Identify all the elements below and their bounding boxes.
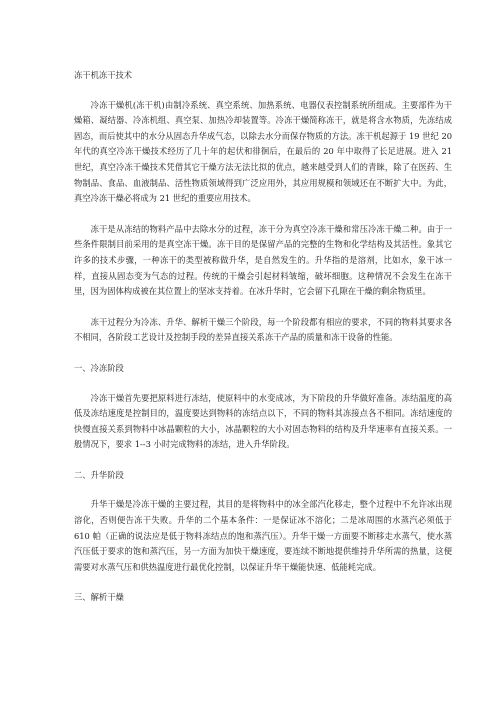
- document-title: 冻干机冻干技术: [74, 70, 133, 80]
- section-sublimation-paragraph: 升华干燥是冷冻干燥的主要过程，其目的是将物料中的冰全部汽化移走，整个过程中不允许冰出现溶化，否则便告冻干失败。升华的二个基本条件：一是保证冰不溶化；二是冰周围的水蒸汽必须低于 610 帕（正确的说法应是低于物料冻结点的饱和蒸汽压）。升华干燥一方面要不断移走水蒸气，使水蒸汽压低于要求的饱和蒸汽压，另一方面为加快干燥速度，要连续不断地提供维持升华所需的热量，这便需要对水蒸气压和供热温度进行最优化控制，以保证升华干燥能快速、低能耗完成。: [74, 499, 452, 572]
- section-heading-sublimation: 二、升华阶段: [74, 469, 124, 480]
- section-freezing-paragraph: 冷冻干燥首先要把原料进行冻结，使原料中的水变成冰，为下阶段的升华做好准备。冻结温度的高低及冻结速度是控制目的，温度要达到物料的冻结点以下，不同的物料其冻接点各不相同。冻结速度的快慢直接关系到物料中冰晶颗粒的大小，冰晶颗粒的大小对固态物料的结构及升华速率有直接关系。一般情况下，要求 1--3 小时完成物料的冻结，进入升华阶段。: [74, 392, 452, 450]
- section-heading-desorption: 三、解析干燥: [74, 592, 124, 603]
- section-heading-freezing: 一、冷冻阶段: [74, 362, 124, 373]
- intro-paragraph-3: 冻干过程分为冷冻、升华、解析干燥三个阶段，每一个阶段都有相应的要求，不同的物料其要求各不相同，各阶段工艺设计及控制手段的差异直接关系冻干产品的质量和冻干设备的性能。: [74, 316, 452, 343]
- intro-paragraph-1: 冷冻干燥机(冻干机)由制冷系统、真空系统、加热系统、电器仪表控制系统所组成。主要部件为干燥箱、凝结器、冷冻机组、真空泵、加热冷却装置等。冷冻干燥简称冻干，就是将含水物质，先冻结成固态，而后使其中的水分从固态升华成气态，以除去水分而保存物质的方法。冻干机起源于 19 世纪 20 年代的真空冷冻干燥技术经历了几十年的起伏和徘徊后，在最后的 20 年中取得了长足进展。进入 21 世纪，真空冷冻干燥技术凭借其它干燥方法无法比拟的优点，越来越受到人们的青睐，除了在医药、生物制品、食品、血液制品、活性物质领域得到广泛应用外，其应用规模和领域还在不断扩大中。为此，真空冷冻干燥必将成为 21 世纪的重要应用技术。: [74, 99, 452, 204]
- intro-paragraph-2: 冻干是从冻结的物料产品中去除水分的过程，冻干分为真空冷冻干燥和常压冷冻干燥二种。由于一些条件限制目前采用的是真空冻干燥。冻干目的是保留产品的完整的生物和化学结构及其活性。象其它许多的技术步骤，一种冻干的类型被称做升华，是自然发生的。升华指的是溶剂，比如水，象干冰一样，直接从固态变为气态的过程。传统的干燥会引起材料皱缩，破坏细胞。这种情况不会发生在冻干里，因为固体构成被在其位置上的坚冰支持着。在冰升华时，它会留下孔隙在干燥的剩余物质里。: [74, 223, 452, 297]
